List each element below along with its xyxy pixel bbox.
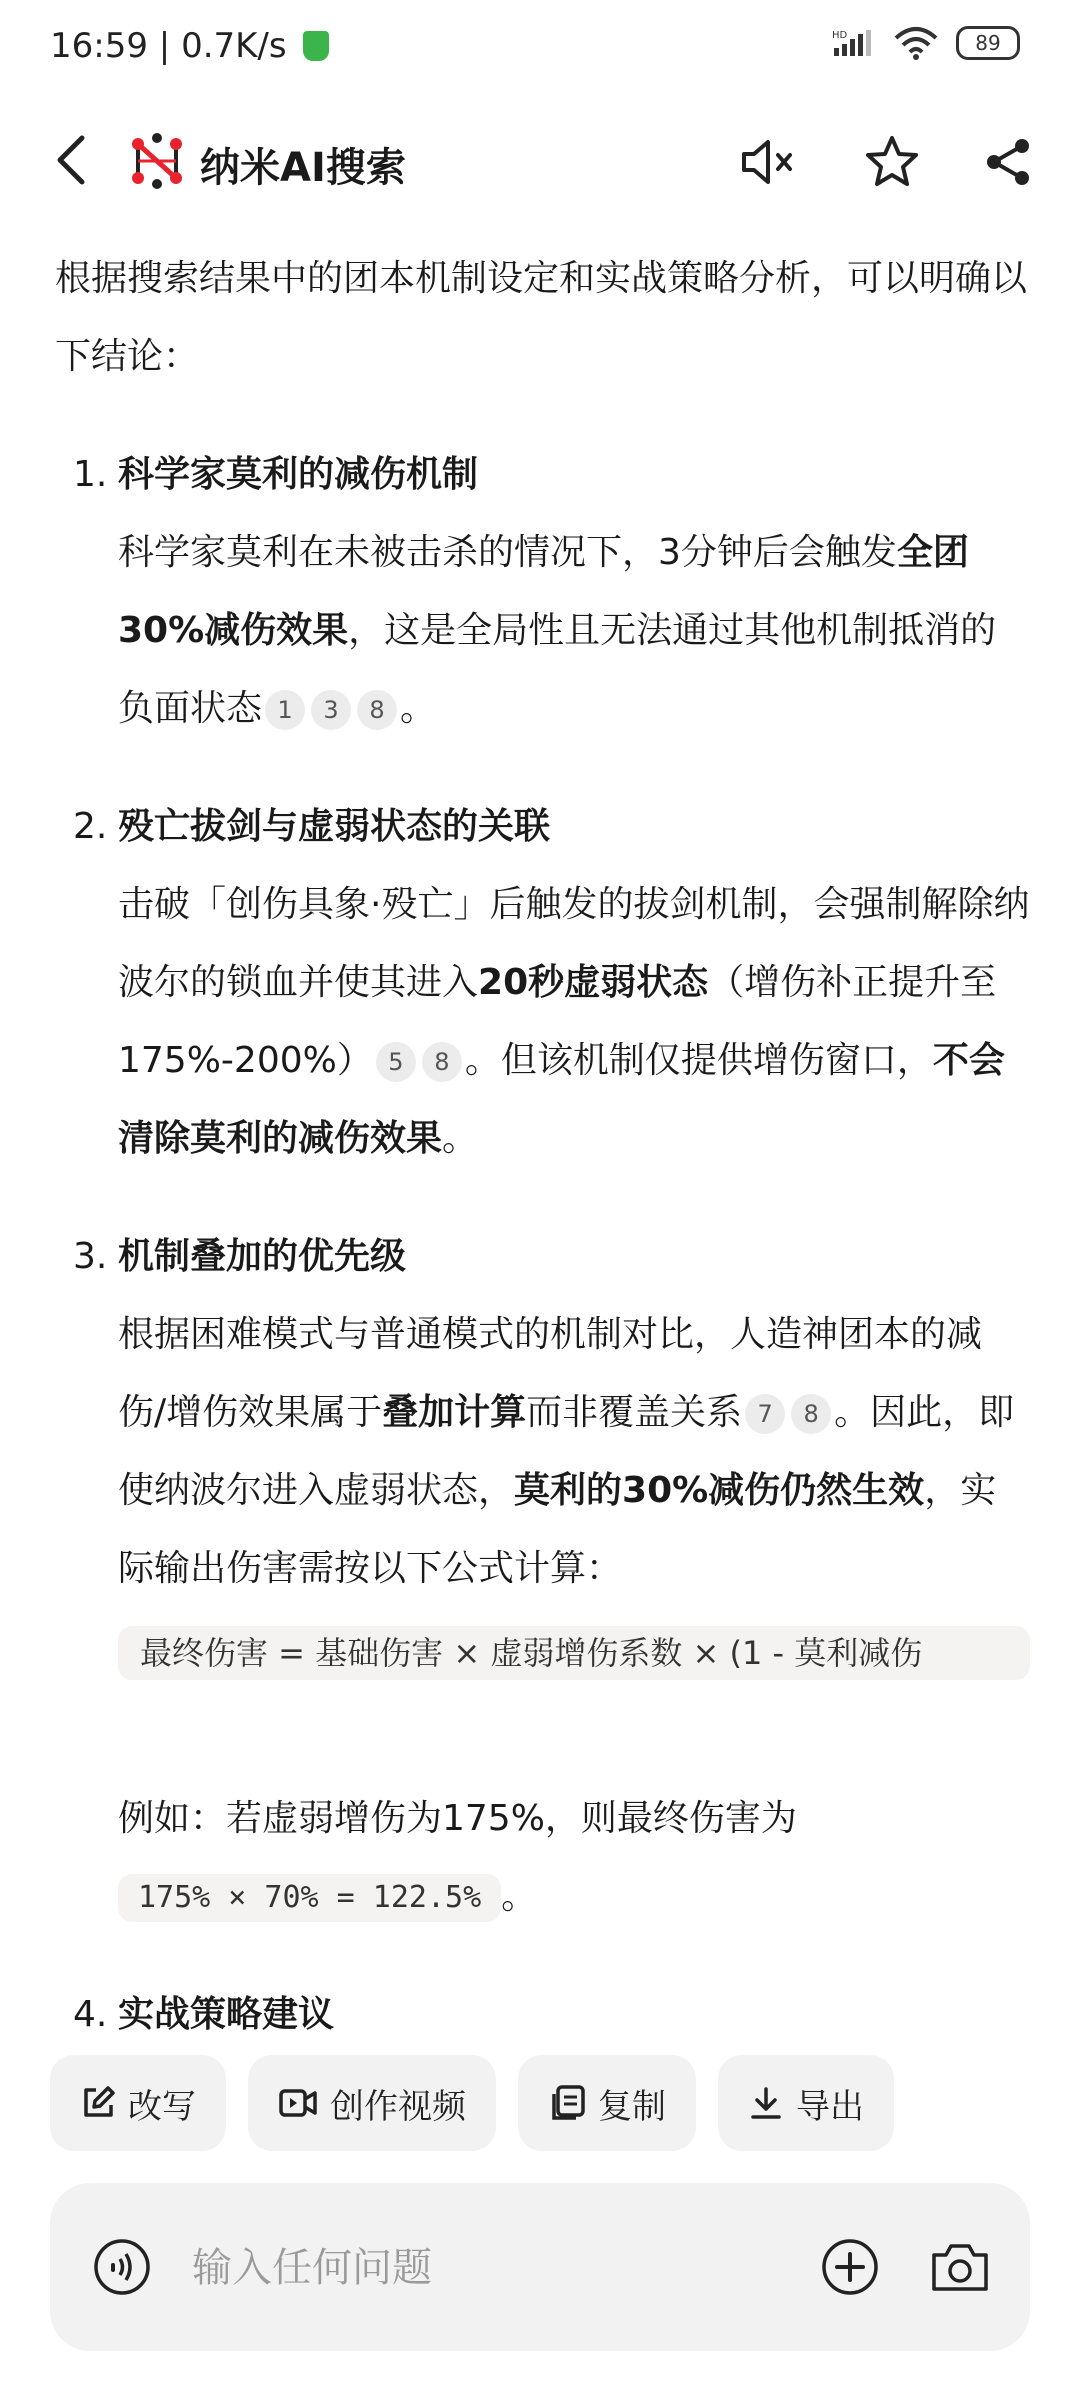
item-body: 科学家莫利在未被击杀的情况下，3分钟后会触发全团30%减伤效果，这是全局性且无法通过其他机制抵消的负面状态 1 3 8 。 xyxy=(118,532,997,729)
favorite-button[interactable] xyxy=(860,130,924,194)
chevron-left-icon xyxy=(52,132,92,188)
intro-paragraph: 根据搜索结果中的团本机制设定和实战策略分析，可以明确以下结论： xyxy=(55,258,1028,377)
camera-icon[interactable] xyxy=(928,2237,992,2297)
list-item: 3. 机制叠加的优先级 根据困难模式与普通模式的机制对比，人造神团本的减伤/增伤效果属于叠加计算而非覆盖关系 7 8 。因此，即使纳波尔进入虚弱状态，莫利的30%减伤仍然生效，实际输出伤害需按以下公式计算： 最终伤害 = 基础伤害 × 虚弱增伤系数 × (1 - 莫利减伤 例如：若虚弱增伤为175%，则最终伤害为 175% × 70% = 122.5% 。 xyxy=(55,1218,1030,1936)
speaker-muted-icon xyxy=(738,137,798,187)
voice-input-icon[interactable] xyxy=(92,2237,152,2297)
status-time: 16:59 xyxy=(50,26,148,66)
svg-text:HD: HD xyxy=(832,30,848,41)
nami-logo-icon xyxy=(128,132,186,190)
list-item: 1. 科学家莫利的减伤机制 科学家莫利在未被击杀的情况下，3分钟后会触发全团30%减伤效果，这是全局性且无法通过其他机制抵消的负面状态 1 3 8 。 xyxy=(55,436,1030,748)
citation-badge[interactable]: 1 xyxy=(265,690,305,730)
question-input[interactable] xyxy=(190,2223,834,2313)
rewrite-button[interactable]: 改写 xyxy=(50,2055,226,2151)
citation-badge[interactable]: 8 xyxy=(357,690,397,730)
example-text: 例如：若虚弱增伤为175%，则最终伤害为 xyxy=(118,1798,797,1839)
item-body: 击破「创伤具象·殁亡」后触发的拔剑机制，会强制解除纳波尔的锁血并使其进入20秒虚弱状态（增伤补正提升至175%-200%） 5 8 。但该机制仅提供增伤窗口，不会清除莫利的减伤效果。 xyxy=(118,884,1030,1159)
citation-badge[interactable]: 8 xyxy=(422,1042,462,1082)
copy-icon xyxy=(548,2084,586,2122)
item-title: 殁亡拔剑与虚弱状态的关联 xyxy=(118,806,551,847)
citation-badge[interactable]: 3 xyxy=(311,690,351,730)
copy-button[interactable]: 复制 xyxy=(518,2055,696,2151)
app-header xyxy=(0,110,1080,210)
item-title: 实战策略建议 xyxy=(118,1994,335,2030)
item-title: 机制叠加的优先级 xyxy=(118,1236,407,1277)
create-video-button[interactable]: 创作视频 xyxy=(248,2055,496,2151)
citation-badge[interactable]: 7 xyxy=(745,1394,785,1434)
formula-code-block[interactable]: 最终伤害 = 基础伤害 × 虚弱增伤系数 × (1 - 莫利减伤 xyxy=(118,1626,1030,1680)
add-attachment-icon[interactable] xyxy=(820,2237,880,2297)
signal-icon xyxy=(832,28,876,58)
back-button[interactable] xyxy=(40,128,104,192)
mute-button[interactable] xyxy=(736,130,800,194)
video-icon xyxy=(278,2085,318,2121)
share-icon xyxy=(982,136,1034,188)
item-title: 科学家莫利的减伤机制 xyxy=(118,454,479,495)
list-item: 4. 实战策略建议 xyxy=(55,1976,1030,2030)
edit-icon xyxy=(80,2085,116,2121)
download-icon xyxy=(748,2085,784,2121)
share-button[interactable] xyxy=(976,130,1040,194)
status-speed: 0.7K/s xyxy=(181,26,287,66)
app-title: 纳米AI搜索 xyxy=(200,145,406,191)
star-icon xyxy=(864,134,920,190)
citation-badge[interactable]: 8 xyxy=(791,1394,831,1434)
answer-content xyxy=(55,240,1030,2030)
shield-icon xyxy=(303,31,329,61)
export-button[interactable]: 导出 xyxy=(718,2055,894,2151)
chat-input-bar xyxy=(50,2183,1030,2351)
action-bar xyxy=(50,2055,894,2151)
status-bar: 16:59 | 0.7K/s HD 89 xyxy=(0,0,1080,100)
item-body: 根据困难模式与普通模式的机制对比，人造神团本的减伤/增伤效果属于叠加计算而非覆盖关系 7 8 。因此，即使纳波尔进入虚弱状态，莫利的30%减伤仍然生效，实际输出伤害需按以下公式计算： xyxy=(118,1314,1015,1589)
citation-badge[interactable]: 5 xyxy=(376,1042,416,1082)
inline-code: 175% × 70% = 122.5% xyxy=(118,1874,501,1922)
battery-indicator: 89 xyxy=(956,26,1020,60)
wifi-icon xyxy=(894,26,938,60)
list-item: 2. 殁亡拔剑与虚弱状态的关联 击破「创伤具象·殁亡」后触发的拔剑机制，会强制解除纳波尔的锁血并使其进入20秒虚弱状态（增伤补正提升至175%-200%） 5 8 。但该机制仅提供增伤窗口，不会清除莫利的减伤效果。 xyxy=(55,788,1030,1178)
